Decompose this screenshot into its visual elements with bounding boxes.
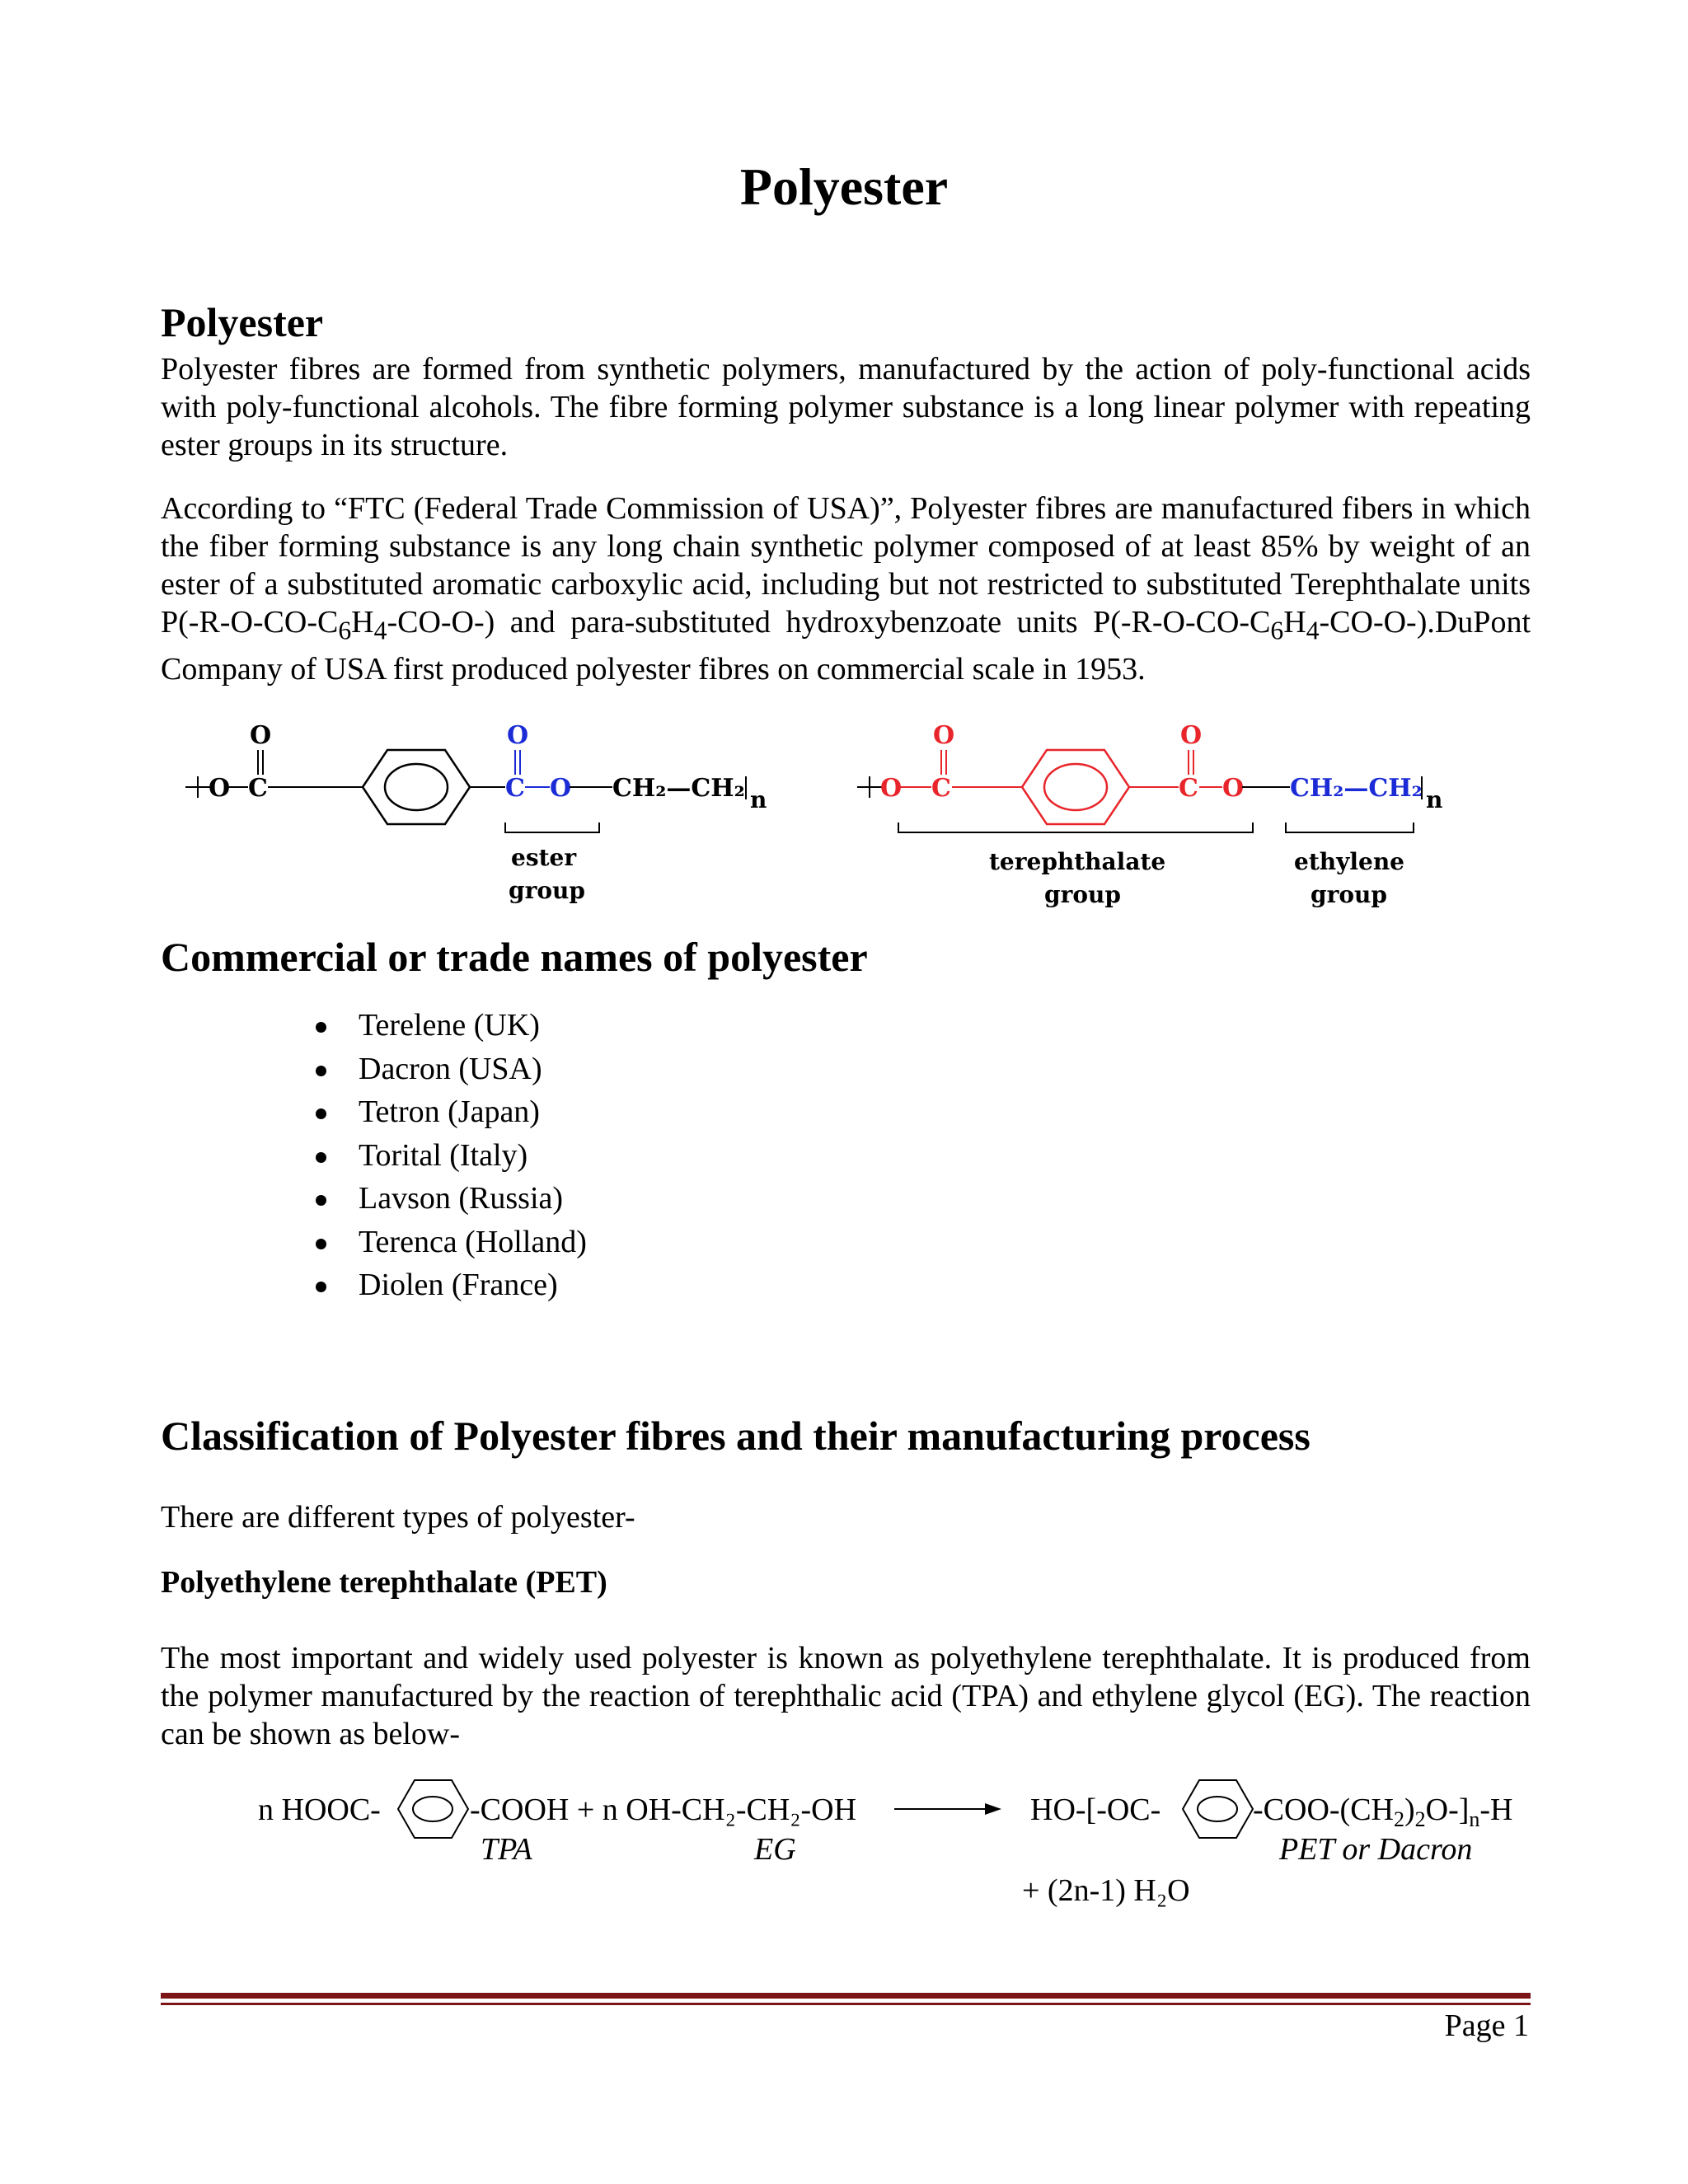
section-heading-classification: Classification of Polyester fibres and their manufacturing process [161, 1413, 1311, 1459]
bullet-icon [316, 1282, 326, 1292]
intro-paragraph: Polyester fibres are formed from synthetic polymers, manufactured by the action of poly-functional acids with poly-functional alcohols. The fibre forming polymer substance is a long linear polymer with repeating ester groups in its structure. [161, 352, 1531, 462]
document-title: Polyester [739, 157, 949, 216]
svg-text:O: O [507, 721, 529, 750]
list-item-label: Tetron (Japan) [359, 1094, 540, 1129]
svg-text:n: n [1426, 786, 1443, 813]
svg-text:O: O [550, 774, 572, 803]
bullet-icon [316, 1022, 326, 1033]
pet-paragraph: The most important and widely used polyester is known as polyethylene terephthalate. It is produced from the polymer manufactured by the reaction of terephthalic acid (TPA) and ethylene glycol (EG). The reaction can be shown as below- [161, 1641, 1531, 1751]
trade-names-list [309, 1004, 587, 1307]
bullet-icon [316, 1152, 326, 1163]
svg-text:group: group [1044, 881, 1121, 908]
svg-text:O: O [1222, 774, 1245, 803]
terephthalate-label: terephthalate [989, 848, 1166, 875]
list-item [309, 1263, 587, 1307]
list-item-label: Diolen (France) [359, 1268, 558, 1302]
list-item-label: Terenca (Holland) [359, 1224, 587, 1259]
eg-label: EG [754, 1832, 796, 1867]
water-byproduct: + (2n-1) H₂O [1022, 1873, 1190, 1908]
reaction-equation [0, 1772, 1688, 1912]
benzene-ring-tpa-icon [398, 1780, 468, 1838]
list-item [309, 1004, 587, 1047]
svg-text:C: C [931, 774, 951, 803]
bullet-icon [316, 1108, 326, 1119]
reaction-arrow-icon [894, 1803, 1001, 1815]
pet-subheading: Polyethylene terephthalate (PET) [161, 1565, 607, 1600]
ester-group-structure [185, 721, 767, 904]
footer-rule-thin [161, 2003, 1531, 2005]
list-item-label: Dacron (USA) [359, 1051, 542, 1086]
right-chain: CH₂—CH₂ [1290, 774, 1423, 803]
list-item [309, 1090, 587, 1134]
reactant-tpa-prefix: n HOOC- [258, 1793, 381, 1827]
page-number: Page 1 [1444, 2008, 1529, 2043]
svg-text:O: O [1180, 721, 1203, 750]
polyester-structure-figure [161, 717, 1562, 931]
section-heading-trade-names: Commercial or trade names of polyester [161, 934, 868, 980]
benzene-ring-pet-icon [1183, 1780, 1253, 1838]
list-item-label: Lavson (Russia) [359, 1181, 564, 1216]
svg-text:n: n [750, 786, 767, 813]
product-suffix: $-COO-(CH_2)_2O-]_n-H$ [1253, 1793, 1513, 1831]
footer-rule-thick [161, 1993, 1531, 1999]
list-item-label: Torital (Italy) [359, 1137, 528, 1173]
bullet-icon [316, 1066, 326, 1076]
list-item [309, 1221, 587, 1264]
list-item [309, 1177, 587, 1221]
svg-text:O: O [933, 721, 955, 750]
benzene-ring-icon [363, 750, 470, 824]
svg-text:group: group [1311, 881, 1387, 908]
svg-text:C: C [505, 774, 525, 803]
types-intro: There are different types of polyester- [161, 1500, 635, 1535]
left-chain: CH₂—CH₂ [612, 774, 745, 803]
bullet-icon [316, 1195, 326, 1206]
list-item-label: Terelene (UK) [359, 1008, 540, 1043]
reactant-suffix: -COOH + n OH-CH₂-CH₂-OH [470, 1793, 857, 1827]
svg-text:C: C [1179, 774, 1198, 803]
ethylene-label: ethylene [1294, 848, 1404, 875]
svg-text:O: O [880, 774, 903, 803]
tpa-label: TPA [481, 1832, 532, 1867]
pet-label: PET or Dacron [1279, 1832, 1473, 1867]
ester-group-label: group [509, 877, 585, 904]
ester-label: ester [511, 844, 577, 871]
svg-text:C: C [248, 774, 268, 803]
list-item [309, 1134, 587, 1178]
bullet-icon [316, 1239, 326, 1249]
svg-text:O: O [250, 721, 272, 750]
terephthalate-structure [857, 721, 1442, 908]
benzene-ring-red-icon [1022, 750, 1129, 824]
ftc-definition-paragraph: According to “FTC (Federal Trade Commission of USA)”, Polyester fibres are manufactured fibers in which the fiber forming substance is any long chain synthetic polymer composed of at least 85% by weight of an ester of a substituted aromatic carboxylic acid, including but not restricted to substituted Terephthalate units $P(-R-O-CO-C_6H_4-CO-O-)$ and para-substituted hydroxybenzoate units $P(-R-O-CO-C_6H_4-CO-O-).DuPont$ Company of USA first produced polyester fibres on commercial scale in 1953. [161, 491, 1531, 687]
section-heading-polyester: Polyester [161, 299, 324, 345]
product-prefix: HO-[-OC- [1030, 1793, 1161, 1827]
list-item [309, 1047, 587, 1091]
left-oxygen-start: O [209, 774, 231, 803]
